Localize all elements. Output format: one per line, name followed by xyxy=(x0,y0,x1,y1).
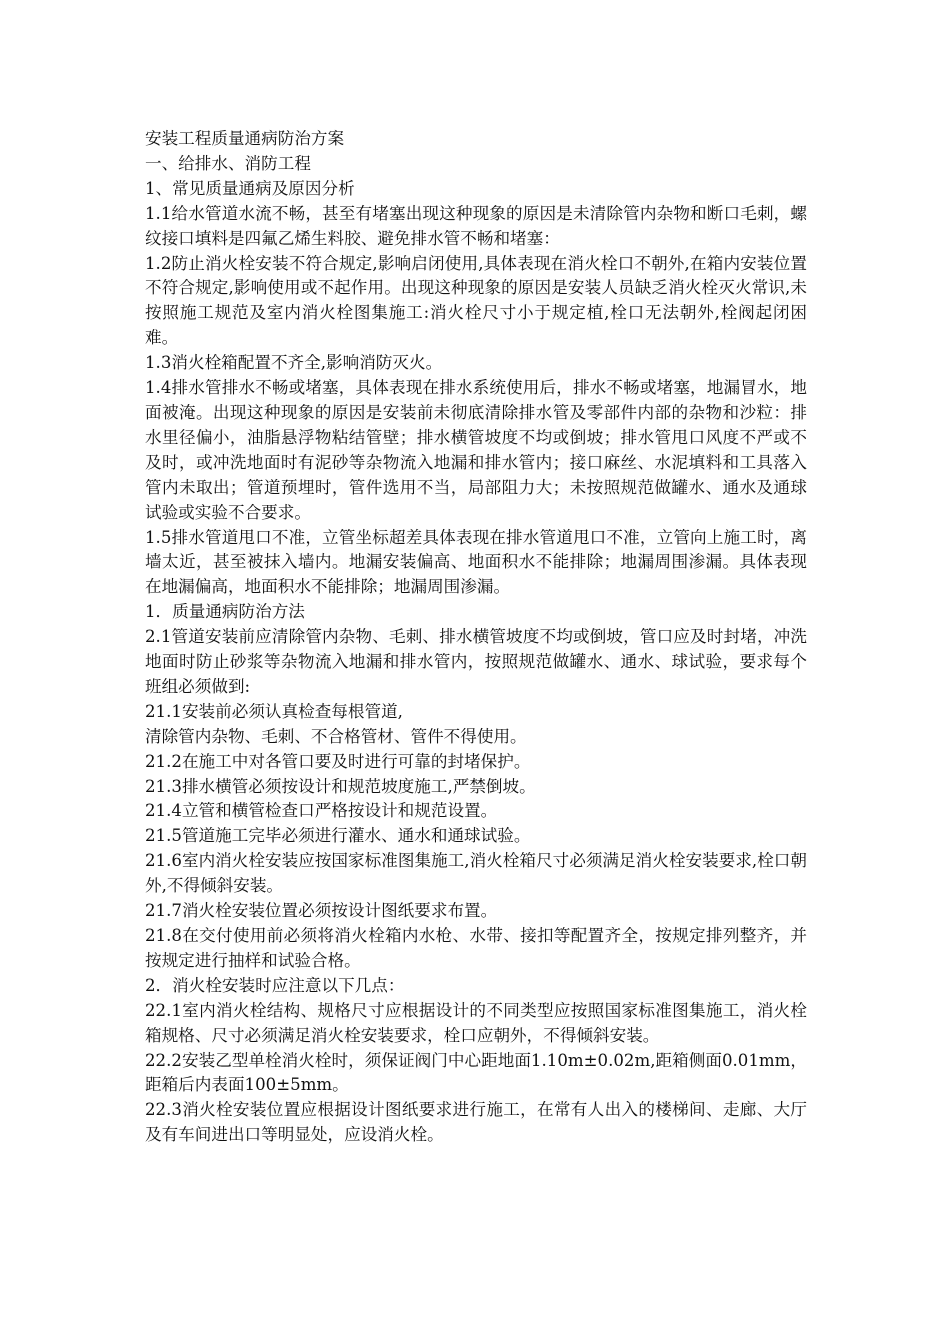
paragraph-1-5: 1.5排水管道甩口不准，立管坐标超差具体表现在排水管道甩口不准，立管向上施工时，离墙太近，甚至被抹入墙内。地漏安装偏高、地面积水不能排除；地漏周围渗漏。具体表现在地漏偏高，地面积水不能排除；地漏周围渗漏。 xyxy=(145,527,807,597)
document-title: 安装工程质量通病防治方案 xyxy=(145,129,345,148)
paragraph-21-4: 21.4立管和横管检查口严格按设计和规范设置。 xyxy=(145,801,498,821)
paragraph-22-3: 22.3消火栓安装位置应根据设计图纸要求进行施工，在常有人出入的楼梯间、走廊、大厅及有车间进出口等明显处，应设消火栓。 xyxy=(145,1100,807,1145)
paragraph-2-1: 2.1管道安装前应清除管内杂物、毛刺、排水横管坡度不均或倒坡，管口应及时封堵，冲洗地面时防止砂浆等杂物流入地漏和排水管内，按照规范做罐水、通水、球试验，要求每个班组必须做到: xyxy=(145,627,807,696)
paragraph-21-2: 21.2在施工中对各管口要及时进行可靠的封堵保护。 xyxy=(145,751,531,771)
paragraph-21-7: 21.7消火栓安装位置必须按设计图纸要求布置。 xyxy=(145,901,498,921)
paragraph-22-2: 22.2安装乙型单栓消火栓时，须保证阀门中心距地面1.10m±0.02m,距箱侧面0.01mm，距箱后内表面100±5mm。 xyxy=(145,1050,807,1095)
paragraph-1-2: 1.2防止消火栓安装不符合规定,影响启闭使用,具体表现在消火栓口不朝外,在箱内安装位置不符合规定,影响使用或不起作用。出现这种现象的原因是安装人员缺乏消火栓灭火常识,未按照施工规范及室内消火栓图集施工:消火栓尺寸小于规定植,栓口无法朝外,栓阀起闭困难。 xyxy=(145,253,807,348)
document-page xyxy=(145,127,807,1148)
paragraph-21-1-continued: 清除管内杂物、毛刺、不合格管材、管件不得使用。 xyxy=(145,726,527,746)
paragraph-21-3: 21.3排水横管必须按设计和规范坡度施工,严禁倒坡。 xyxy=(145,776,536,796)
paragraph-21-5: 21.5管道施工完毕必须进行灌水、通水和通球试验。 xyxy=(145,826,531,846)
subsection-heading: 1、常见质量通病及原因分析 xyxy=(145,178,355,198)
paragraph-21-1: 21.1安装前必须认真检查每根管道, xyxy=(145,701,403,721)
paragraph-1-3: 1.3消火栓箱配置不齐全,影响消防灭火。 xyxy=(145,353,443,373)
section-heading: 一、给排水、消防工程 xyxy=(145,153,311,173)
subsection-heading: 2．消火栓安装时应注意以下几点： xyxy=(145,975,405,995)
subsection-heading: 1．质量通病防治方法 xyxy=(145,602,305,622)
paragraph-22-1: 22.1室内消火栓结构、规格尺寸应根据设计的不同类型应按照国家标准图集施工，消火栓箱规格、尺寸必须满足消火栓安装要求，栓口应朝外，不得倾斜安装。 xyxy=(145,1000,807,1045)
paragraph-21-8: 21.8在交付使用前必须将消火栓箱内水枪、水带、接扣等配置齐全，按规定排列整齐，并按规定进行抽样和试验合格。 xyxy=(145,926,807,970)
paragraph-21-6: 21.6室内消火栓安装应按国家标准图集施工,消火栓箱尺寸必须满足消火栓安装要求,栓口朝外,不得倾斜安装。 xyxy=(145,851,807,896)
paragraph-1-1: 1.1给水管道水流不畅，甚至有堵塞出现这种现象的原因是未清除管内杂物和断口毛刺，螺纹接口填料是四氟乙烯生料胶、避免排水管不畅和堵塞： xyxy=(145,203,807,248)
paragraph-1-4: 1.4排水管排水不畅或堵塞，具体表现在排水系统使用后，排水不畅或堵塞，地漏冒水，地面被淹。出现这种现象的原因是安装前未彻底清除排水管及零部件内部的杂物和沙粒：排水里径偏小，油脂悬浮物粘结管壁；排水横管坡度不均或倒坡；排水管甩口风度不严或不及时，或冲洗地面时有泥砂等杂物流入地漏和排水管内；接口麻丝、水泥填料和工具落入管内未取出；管道预埋时，管件选用不当，局部阻力大；未按照规范做罐水、通水及通球试验或实验不合要求。 xyxy=(145,378,807,522)
